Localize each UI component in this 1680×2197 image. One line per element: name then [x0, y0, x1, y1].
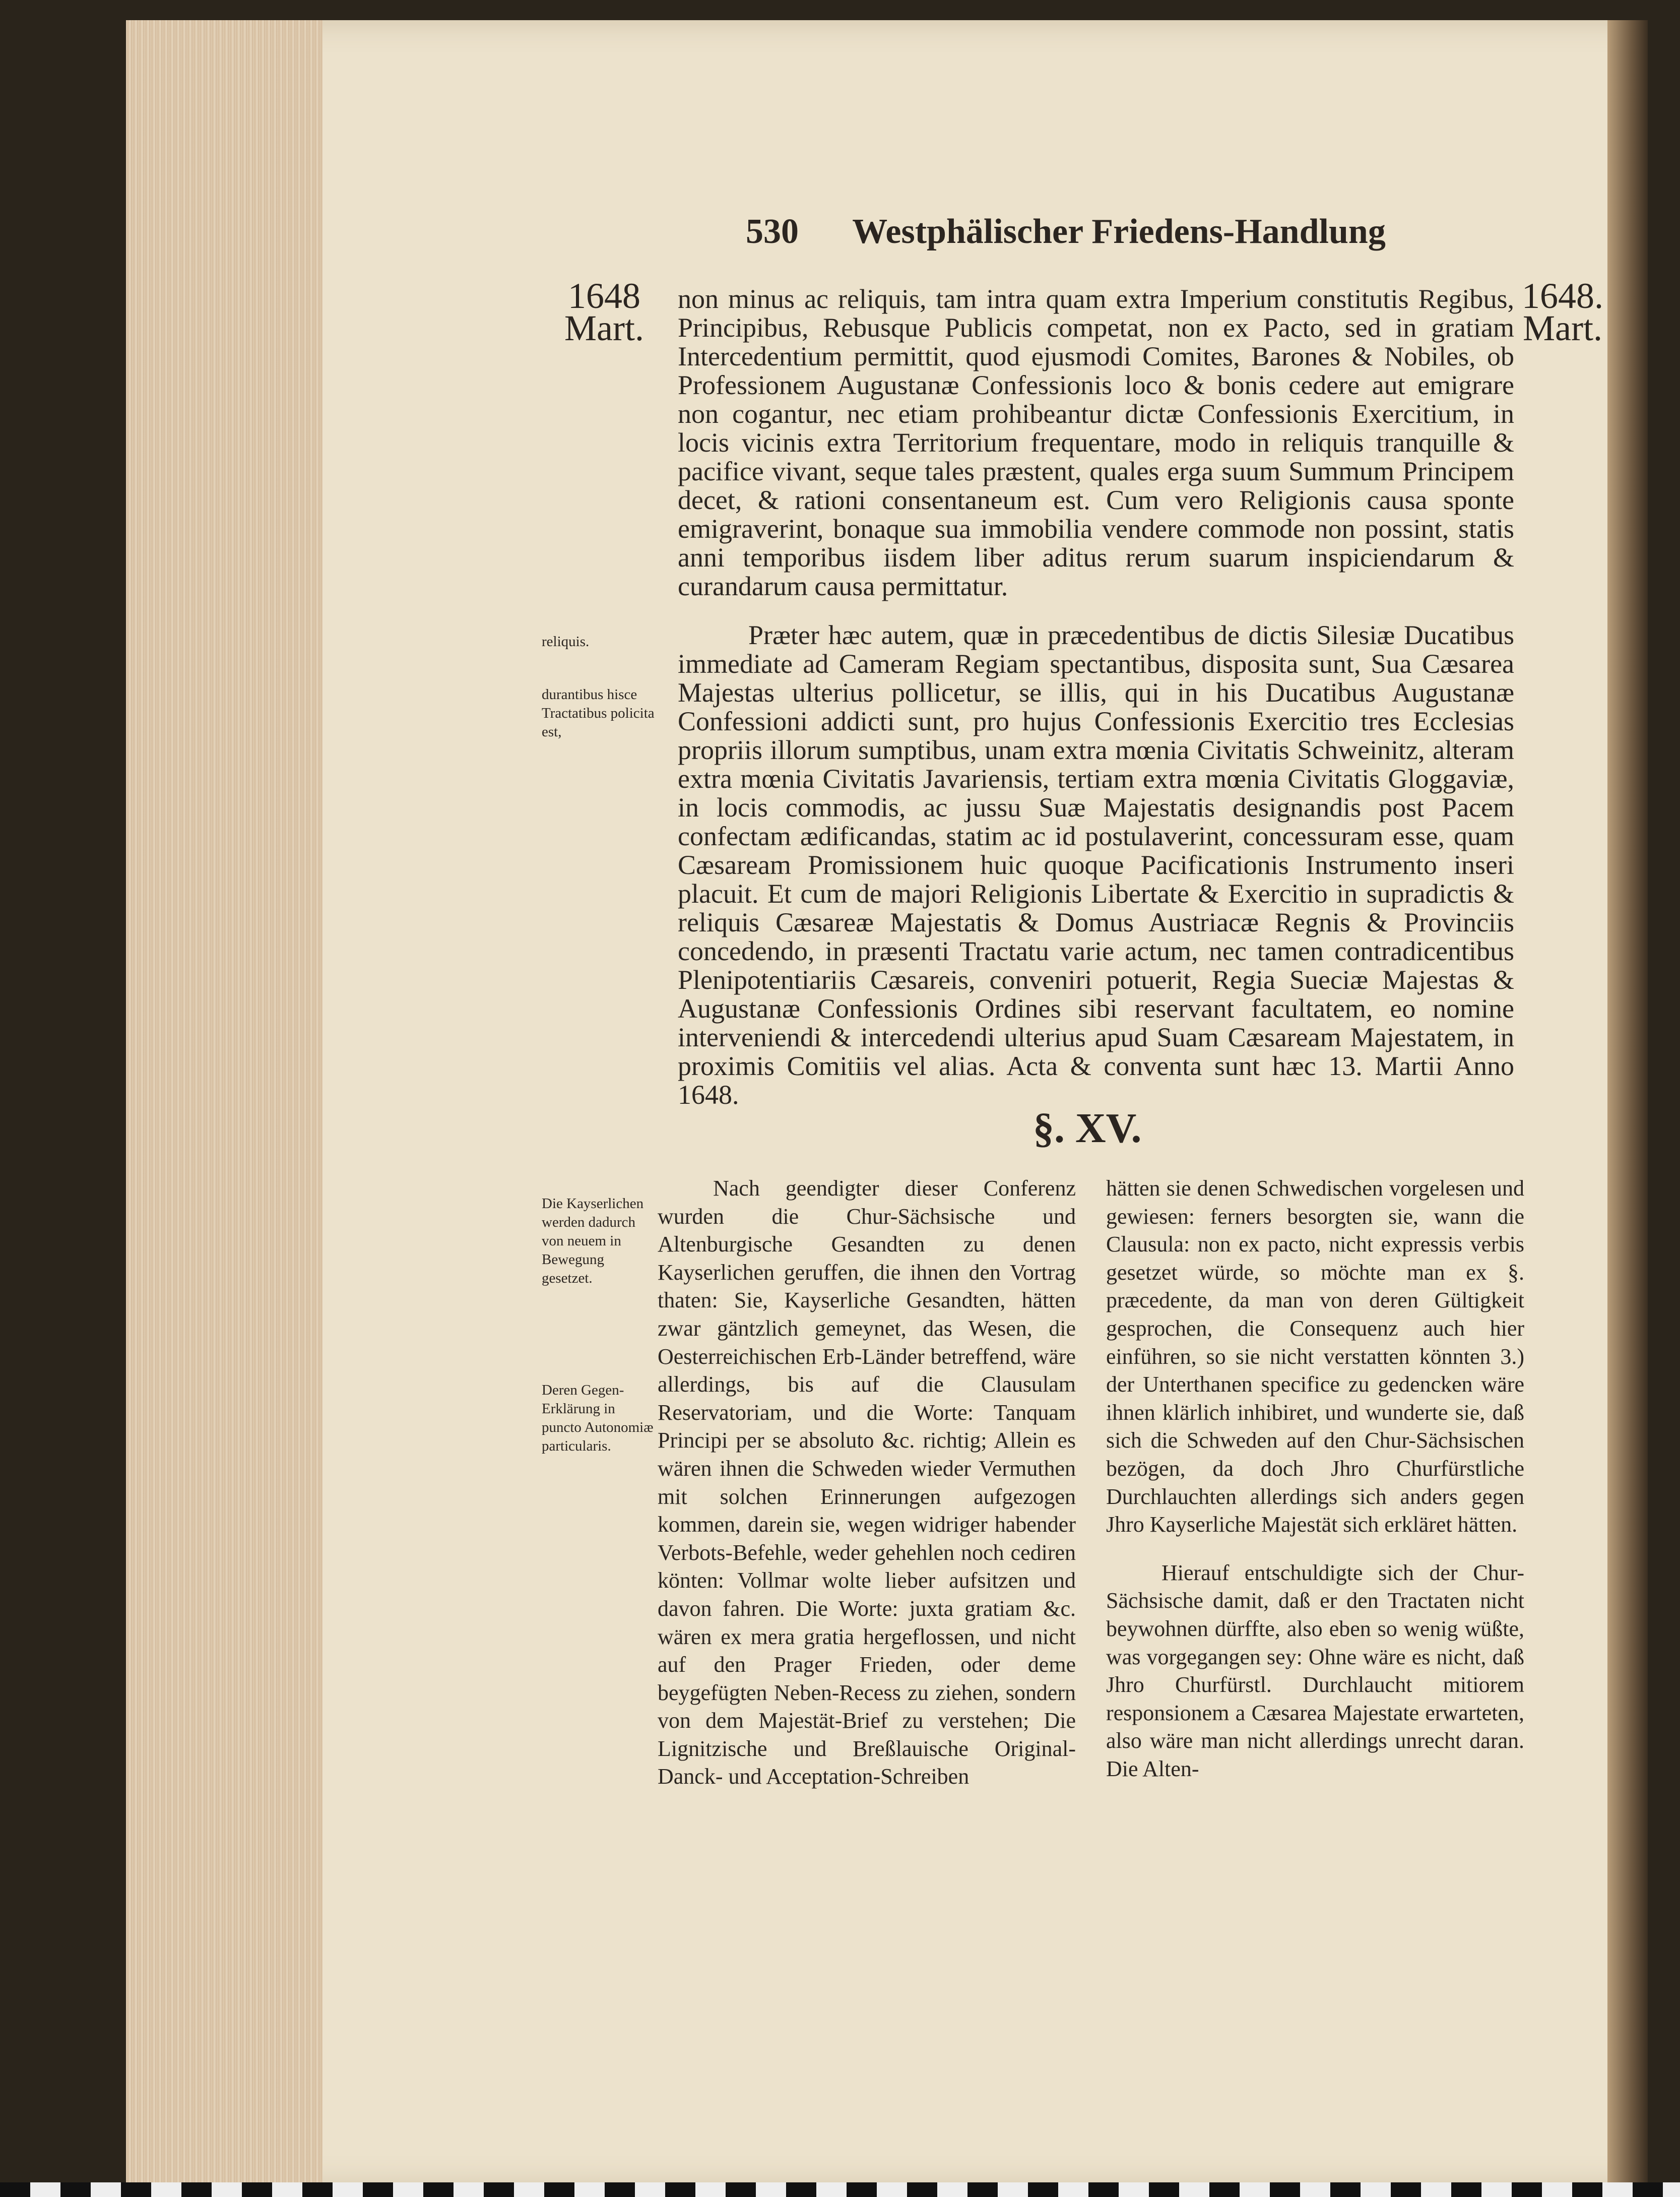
german-paragraph: Hierauf entschuldigte sich der Chur-Sächsische damit, daß er den Tractaten nicht beywohnen dürffte, also eben so wenig wüßte, was vorgegangen sey: Ohne wäre es nicht, daß Jhro Churfürstl. Durchlaucht mitiorem responsionem a Cæsarea Majestate erwarteten, also wäre man nicht allerdings unrecht daran. Die Alten-	[1106, 1560, 1524, 1781]
german-paragraph: Nach geendigter dieser Conferenz wurden die Chur-Sächsische und Altenburgische Gesandten zu denen Kayserlichen geruffen, die ihnen den Vortrag thaten: Sie, Kayserliche Gesandten, hätten zwar gäntzlich gemeynet, das Wesen, die Oesterreichischen Erb-Länder betreffend, wäre allerdings, bis auf die Clausulam Reservatoriam, und die Worte: Tanquam Principi per se absoluto &c. richtig; Allein es wären ihnen die Schweden wieder Vermuthen mit solchen Erinnerungen aufgezogen kommen, darein sie, wegen widriger habender Verbots-Befehle, weder gehehlen noch cediren könten: Vollmar wolte lieber aufsitzen und davon fahren. Die Worte: juxta gratiam &c. wären ex mera gratia hergeflossen, und nicht auf den Prager Frieden, oder deme beygefügten Neben-Recess zu ziehen, sondern von dem Majestät-Brief zu verstehen; Die Lignitzische und Breßlauische Original-Danck- und Acceptation-Schreiben	[658, 1176, 1076, 1789]
book-gutter	[1607, 20, 1648, 2187]
margin-year: 1648.	[1522, 276, 1603, 316]
margin-year-left	[564, 276, 644, 348]
section-heading: §. XV.	[1033, 1105, 1142, 1152]
page-edges	[126, 20, 322, 2187]
running-header	[746, 212, 1386, 252]
side-note: Die Kayserlichen werden dadurch von neuem in Bewegung gesetzet.	[542, 1196, 644, 1286]
page-number: 530	[746, 212, 799, 251]
margin-month: Mart.	[564, 308, 644, 348]
margin-year-right	[1522, 276, 1603, 348]
latin-text	[678, 285, 1514, 1109]
latin-paragraph: Præter hæc autem, quæ in præcedentibus de dictis Silesiæ Ducatibus immediate ad Cameram Regiam spectantibus, disposita sunt, Sua Cæsarea Majestas ulterius pollicetur, se illis, qui in his Ducatibus Augustanæ Confessioni addicti sunt, pro hujus Confessionis Exercitio tres Ecclesias propriis illorum sumptibus, unam extra mœnia Civitatis Schweinitz, alteram extra mœnia Civitatis Javariensis, tertiam extra mœnia Civitatis Gloggaviæ, in locis commodis, ac jussu Suæ Majestatis designandis post Pacem confectam ædificandas, statim ac id postulaverint, concessuram esse, quam Cæsaream Promissionem huic quoque Pacificationis Instrumento inseri placuit. Et cum de majori Religionis Libertate & Exercitio in supradictis & reliquis Cæsareæ Majestatis & Domus Austriacæ Regnis & Provinciis concedendo, in præsenti Tractatu varie actum, nec tamen contradicentibus Plenipotentiariis Cæsareis, conveniri potuerit, Regia Sueciæ Majestas & Augustanæ Confessionis Ordines sibi reservant facultatem, eo nomine interveniendi & intercedendi ulterius apud Suam Cæsaream Majestatem, in proximis Comitiis vel alias. Acta & conventa sunt hæc 13. Martii Anno 1648.	[678, 620, 1514, 1110]
scale-bar	[0, 2182, 1680, 2197]
margin-month: Mart.	[1523, 308, 1602, 348]
side-note: Deren Gegen-Erklärung in puncto Autonomiæ particularis.	[542, 1382, 654, 1454]
german-column-right	[1106, 1174, 1524, 1783]
running-title: Westphälischer Friedens-Handlung	[852, 212, 1386, 251]
side-note: durantibus hisce Tractatibus policita est,	[542, 686, 655, 740]
margin-year: 1648	[567, 276, 640, 316]
latin-paragraph: non minus ac reliquis, tam intra quam extra Imperium constitutis Regibus, Principibus, Rebusque Publicis competat, non ex Pacto, sed in gratiam Intercedentium permittit, quod ejusmodi Comites, Barones & Nobiles, ob Professionem Augustanæ Confessionis loco & bonis cedere aut emigrare non cogantur, nec etiam prohibeantur dictæ Confessionis Exercitium, in locis vicinis extra Territorium frequentare, modo in reliquis tranquille & pacifice vivant, seque tales præstent, quales erga suum Summum Principem decet, & rationi consentaneum est. Cum vero Religionis causa sponte emigraverint, bonaque sua immobilia vendere commode non possint, statis anni temporibus iisdem liber aditus rerum suarum inspiciendarum & curandarum causa permittatur.	[678, 284, 1514, 601]
german-column-left	[658, 1174, 1076, 1791]
german-paragraph: hätten sie denen Schwedischen vorgelesen und gewiesen: ferners besorgten sie, wann die Clausula: non ex pacto, nicht expressis verbis gesetzet würde, so möchte man ex §. præcedente, da man von deren Gültigkeit gesprochen, die Consequenz auch hier einführen, so sie nicht verstatten könnten 3.) der Unterthanen specifice zu gedencken wäre ihnen klärlich inhibiret, und wunderte sie, daß sich die Schweden auf den Chur-Sächsischen bezögen, da doch Jhro Churfürstliche Durchlauchten allerdings sich anders gegen Jhro Kayserliche Majestät sich erkläret hätten.	[1106, 1176, 1524, 1537]
side-note: reliquis.	[542, 634, 590, 650]
